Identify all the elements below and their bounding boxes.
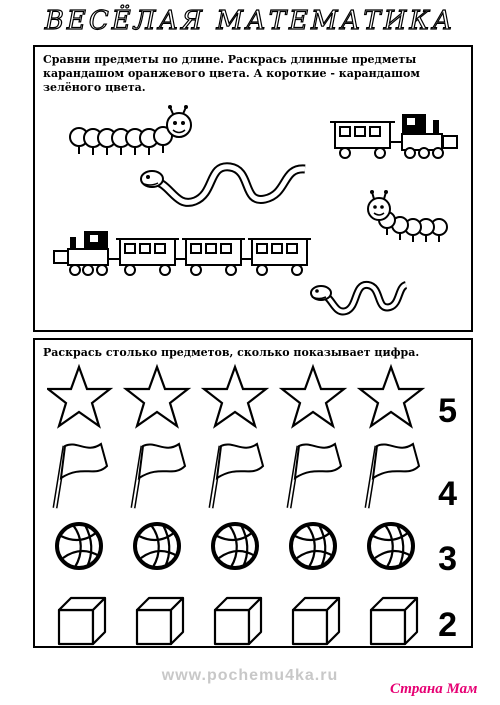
task1-instruction: Сравни предметы по длине. Раскрась длинные предметы карандашом оранжевого цвета. А короткие - карандашом зелёного цвета. [43, 53, 420, 94]
star-icons [47, 362, 447, 432]
website-watermark: www.pochemu4ka.ru [161, 667, 339, 684]
count-digit-cubes: 2 [438, 606, 457, 644]
task2-instruction: Раскрась столько предметов, сколько показывает цифра. [43, 346, 420, 359]
count-digit-flags: 4 [438, 475, 457, 513]
brand-logo-text: Страна Мам [390, 681, 478, 697]
count-digit-stars: 5 [438, 392, 457, 430]
flag-row [51, 438, 451, 517]
cube-row [57, 594, 457, 653]
long-caterpillar-figure [65, 105, 195, 165]
task-compare-length [33, 45, 473, 332]
task-count-and-color [33, 338, 473, 648]
short-snake-figure [310, 275, 410, 320]
flag-icons [51, 438, 451, 513]
count-digit-balls: 3 [438, 540, 457, 578]
short-caterpillar-figure [365, 187, 450, 247]
long-train-figure [50, 229, 315, 279]
page-title: ВЕСЁЛАЯ МАТЕМАТИКА [44, 6, 456, 36]
star-row [47, 362, 447, 436]
cube-icons [57, 594, 457, 649]
long-snake-figure [140, 159, 310, 214]
ball-row [55, 518, 455, 582]
short-train-figure [330, 112, 465, 162]
ball-icons [55, 518, 455, 578]
